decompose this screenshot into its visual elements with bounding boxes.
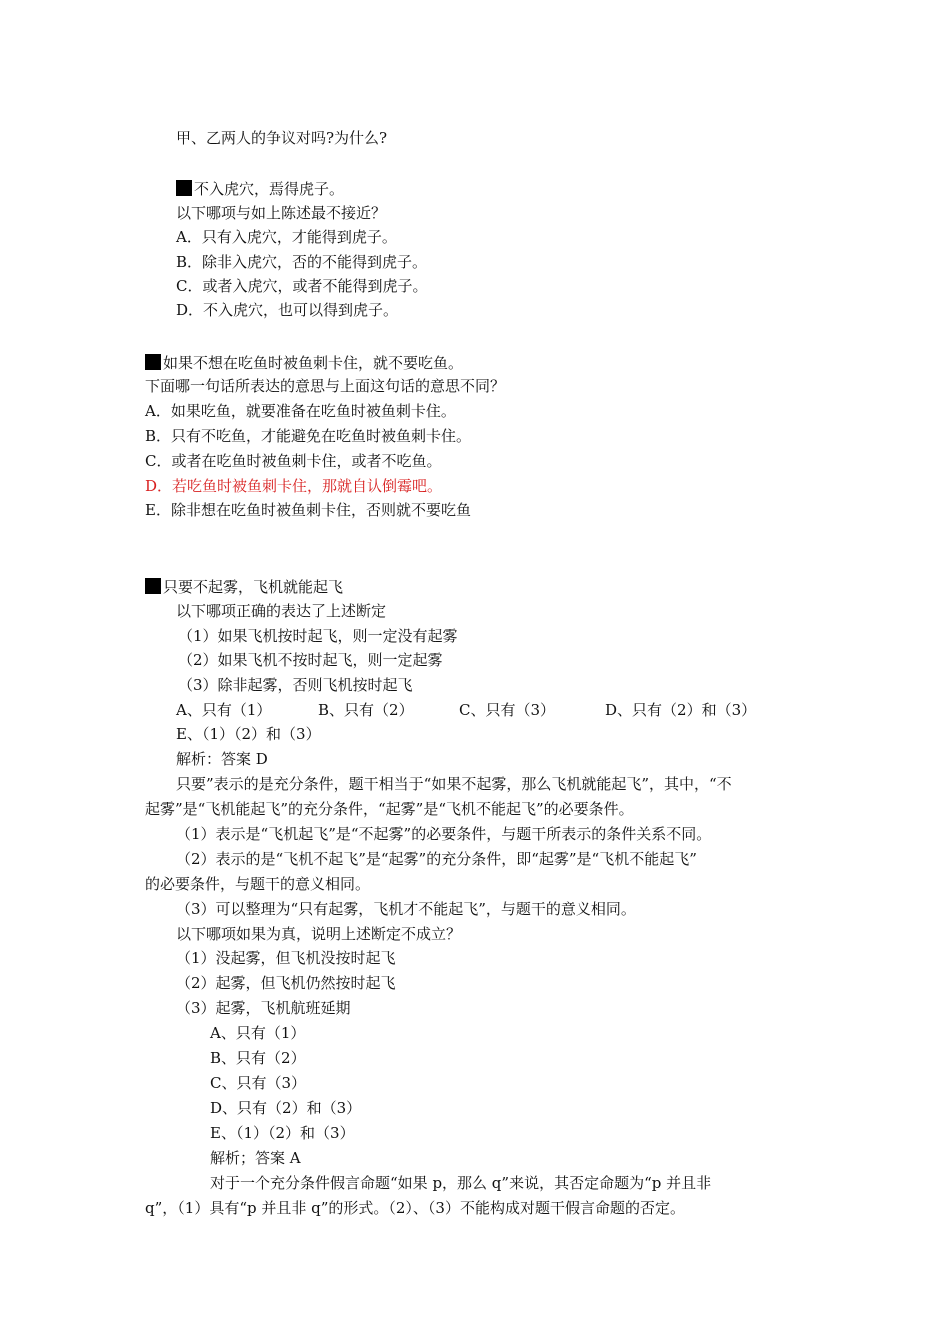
option-line: C．或者入虎穴，或者不能得到虎子。	[176, 277, 428, 295]
option-line: A．如果吃鱼，就要准备在吃鱼时被鱼刺卡住。	[145, 402, 456, 420]
choice-b: B、只有（2）	[210, 1049, 306, 1067]
question-stem-text: 不入虎穴，焉得虎子。	[194, 180, 345, 198]
explanation-line: （1）表示是“飞机起飞”是“不起雾”的必要条件，与题干所表示的条件关系不同。	[176, 825, 712, 843]
statement-line: （1）没起雾，但飞机没按时起飞	[176, 949, 396, 967]
statement-line: （2）起雾，但飞机仍然按时起飞	[176, 974, 396, 992]
black-square-bullet-icon	[176, 180, 192, 196]
question-prompt: 以下哪项如果为真，说明上述断定不成立？	[176, 925, 462, 943]
option-line-highlighted: D．若吃鱼时被鱼刺卡住，那就自认倒霉吧。	[145, 477, 443, 495]
option-line: C．或者在吃鱼时被鱼刺卡住，或者不吃鱼。	[145, 452, 442, 470]
choice-d: D、只有（2）和（3）	[210, 1099, 362, 1117]
question-line: 甲、乙两人的争议对吗?为什么?	[176, 129, 388, 147]
choice-e: E、（1）（2）和（3）	[176, 725, 321, 743]
choice-a: A、只有（1）	[210, 1024, 306, 1042]
question-stem-text: 只要不起雾，飞机就能起飞	[163, 578, 344, 596]
explanation-line: （2）表示的是“飞机不起飞”是“起雾”的充分条件，即“起雾”是“飞机不能起飞”	[176, 850, 697, 868]
choice-row	[176, 700, 796, 720]
black-square-bullet-icon	[145, 354, 161, 370]
option-line: B．除非入虎穴，否的不能得到虎子。	[176, 253, 428, 271]
explanation-line: 对于一个充分条件假言命题“如果 p，那么 q”来说，其否定命题为“p 并且非	[210, 1174, 712, 1192]
question-stem	[145, 353, 463, 373]
choice-b: B、只有（2）	[318, 701, 414, 719]
option-line: B．只有不吃鱼，才能避免在吃鱼时被鱼刺卡住。	[145, 427, 472, 445]
explanation-line: 起雾”是“飞机能起飞”的充分条件，“起雾”是“飞机不能起飞”的必要条件。	[145, 800, 634, 818]
question-prompt: 以下哪项与如上陈述最不接近？	[176, 204, 387, 222]
answer-line: 解析：答案 D	[176, 750, 268, 768]
question-stem	[176, 179, 344, 199]
option-line: A．只有入虎穴，才能得到虎子。	[176, 228, 397, 246]
statement-line: （2）如果飞机不按时起飞，则一定起雾	[178, 651, 443, 669]
statement-line: （3）除非起雾，否则飞机按时起飞	[178, 676, 413, 694]
choice-d: D、只有（2）和（3）	[605, 701, 757, 719]
question-prompt: 以下哪项正确的表达了上述断定	[176, 602, 387, 620]
statement-line: （1）如果飞机按时起飞，则一定没有起雾	[178, 627, 458, 645]
choice-c: C、只有（3）	[210, 1074, 307, 1092]
explanation-line: 只要”表示的是充分条件，题干相当于“如果不起雾，那么飞机就能起飞”，其中，“不	[176, 775, 732, 793]
question-stem-text: 如果不想在吃鱼时被鱼刺卡住，就不要吃鱼。	[163, 354, 464, 372]
choice-a: A、只有（1）	[176, 701, 272, 719]
option-line: D．不入虎穴，也可以得到虎子。	[176, 301, 399, 319]
choice-e: E、（1）（2）和（3）	[210, 1124, 355, 1142]
statement-line: （3）起雾，飞机航班延期	[176, 999, 351, 1017]
choice-c: C、只有（3）	[459, 701, 556, 719]
explanation-line: q”，（1）具有“p 并且非 q”的形式。（2）、（3）不能构成对题干假言命题的否定。	[145, 1199, 685, 1217]
question-stem	[145, 577, 343, 597]
explanation-line: 的必要条件，与题干的意义相同。	[145, 875, 371, 893]
black-square-bullet-icon	[145, 578, 161, 594]
option-line: E．除非想在吃鱼时被鱼刺卡住，否则就不要吃鱼	[145, 501, 471, 519]
question-prompt: 下面哪一句话所表达的意思与上面这句话的意思不同？	[145, 377, 506, 395]
explanation-line: （3）可以整理为“只有起雾，飞机才不能起飞”，与题干的意义相同。	[176, 900, 636, 918]
answer-line: 解析；答案 A	[210, 1149, 301, 1167]
